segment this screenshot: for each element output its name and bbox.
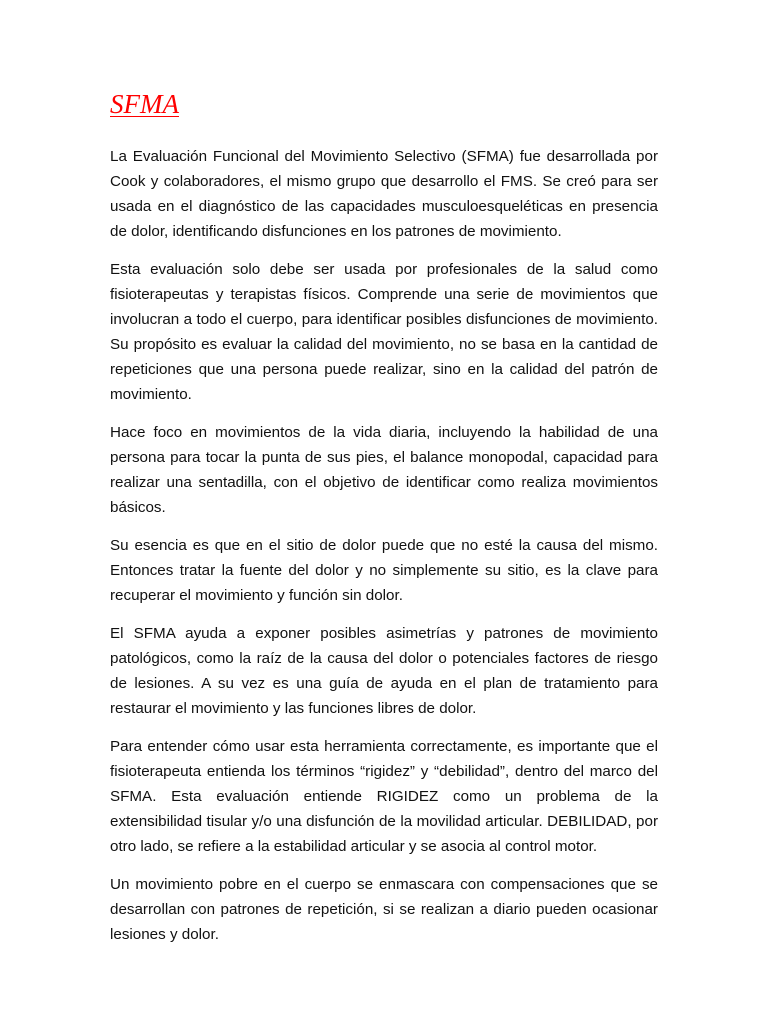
- paragraph-2: Esta evaluación solo debe ser usada por profesionales de la salud como fisioterapeutas y terapistas físicos. Comprende una serie de movimientos que involucran a todo el cuerpo, para identificar posibles disfunciones de movimiento. Su propósito es evaluar la calidad del movimiento, no se basa en la cantidad de repeticiones que una persona puede realizar, sino en la calidad del patrón de movimiento.: [110, 261, 658, 403]
- paragraph-5: El SFMA ayuda a exponer posibles asimetrías y patrones de movimiento patológicos, como la raíz de la causa del dolor o potenciales factores de riesgo de lesiones. A su vez es una guía de ayuda en el plan de tratamiento para restaurar el movimiento y las funciones libres de dolor.: [110, 625, 658, 717]
- document-title: SFMA: [110, 89, 179, 119]
- paragraph-4: Su esencia es que en el sitio de dolor puede que no esté la causa del mismo. Entonces tratar la fuente del dolor y no simplemente su sitio, es la clave para recuperar el movimiento y función sin dolor.: [110, 537, 658, 604]
- paragraph-3: Hace foco en movimientos de la vida diaria, incluyendo la habilidad de una persona para tocar la punta de sus pies, el balance monopodal, capacidad para realizar una sentadilla, con el objetivo de identificar como realiza movimientos básicos.: [110, 424, 658, 516]
- document-body: [110, 144, 658, 960]
- paragraph-7: Un movimiento pobre en el cuerpo se enmascara con compensaciones que se desarrollan con patrones de repetición, si se realizan a diario pueden ocasionar lesiones y dolor.: [110, 876, 658, 943]
- paragraph-1: La Evaluación Funcional del Movimiento Selectivo (SFMA) fue desarrollada por Cook y colaboradores, el mismo grupo que desarrollo el FMS. Se creó para ser usada en el diagnóstico de las capacidades musculoesqueléticas en presencia de dolor, identificando disfunciones en los patrones de movimiento.: [110, 148, 658, 240]
- paragraph-6: Para entender cómo usar esta herramienta correctamente, es importante que el fisioterapeuta entienda los términos “rigidez” y “debilidad”, dentro del marco del SFMA. Esta evaluación entiende RIGIDEZ como un problema de la extensibilidad tisular y/o una disfunción de la movilidad articular. DEBILIDAD, por otro lado, se refiere a la estabilidad articular y se asocia al control motor.: [110, 738, 658, 855]
